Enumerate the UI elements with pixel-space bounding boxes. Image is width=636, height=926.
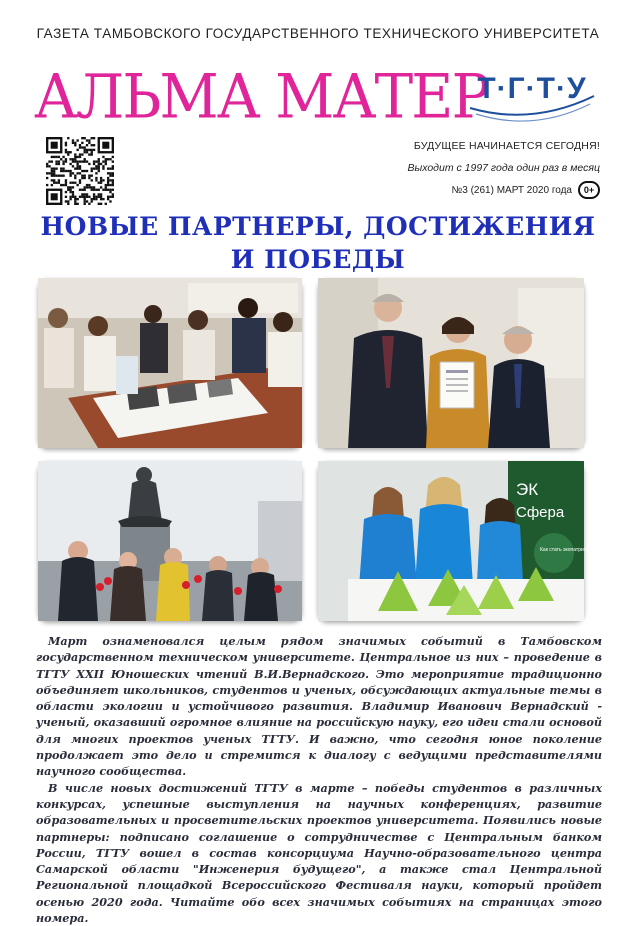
article-paragraph-1: Март ознаменовался целым рядом значимых событий в Тамбовском государственном техническом университете. Центральное из них – проведение в ТГТУ XXII Юношеских чтений В.И.Вернадского. Это мероприятие традиционно объединяет школьников, студентов и ученых, обсуждающих актуальные темы в области экологии и устойчивого развития. Владимир Иванович Вернадский - ученый, оказавший огромное влияние на российскую науку, его идеи стали основой для многих проектов ученых ТГТУ. И важно, что сегодня юное поколение продолжает это дело и стремится к диалогу с ведущими представителями научного сообщества.	[36, 634, 602, 779]
issue-info	[452, 180, 601, 200]
eko-sign-text-1: ЭК	[516, 480, 539, 499]
tgtu-logo	[462, 62, 602, 132]
qr-code[interactable]	[46, 137, 114, 205]
photo-monument-flowers	[38, 461, 302, 621]
issue-number: №3 (261) МАРТ 2020 года	[451, 184, 572, 196]
photo-certificate-presentation	[318, 278, 584, 448]
qr-code-icon	[46, 137, 114, 205]
main-headline	[0, 210, 636, 276]
eko-banner-text: Как стать экопатриотом?	[540, 547, 598, 553]
logo-text: Т·Г·Т·У	[477, 72, 587, 105]
photo-eko-sphere-stand	[318, 461, 598, 621]
publication-frequency: Выходит с 1997 года один раз в месяц	[407, 162, 600, 174]
slogan: БУДУЩЕЕ НАЧИНАЕТСЯ СЕГОДНЯ!	[413, 140, 600, 152]
headline-line-2: И ПОБЕДЫ	[230, 245, 406, 274]
age-rating-badge: 0+	[578, 181, 600, 199]
photo-students-at-table	[38, 278, 302, 448]
lead-article	[36, 633, 602, 926]
headline-line-1: НОВЫЕ ПАРТНЕРЫ, ДОСТИЖЕНИЯ	[40, 212, 596, 241]
eko-sign-text-2: Сфера	[516, 504, 565, 521]
article-paragraph-2: В числе новых достижений ТГТУ в марте – победы студентов в различных конкурсах, успешные выступления на научных конференциях, развитие образовательных и просветительских проектов университета. Появились новые партнеры: подписано соглашение о сотрудничестве с Центральным банком России, ТГТУ вошел в состав консорциума Научно-образовательного центра Самарской области "Инженерия будущего", а также стал Центральной Региональной площадкой Всероссийского Фестиваля науки, который пройдет осенью 2020 года. Читайте обо всех значимых событиях на страницах этого номера.	[36, 780, 602, 926]
newspaper-subtitle: ГАЗЕТА ТАМБОВСКОГО ГОСУДАРСТВЕННОГО ТЕХНИЧЕСКОГО УНИВЕРСИТЕТА	[36, 26, 600, 41]
newspaper-masthead: АЛЬМА МАТЕР	[34, 61, 489, 133]
